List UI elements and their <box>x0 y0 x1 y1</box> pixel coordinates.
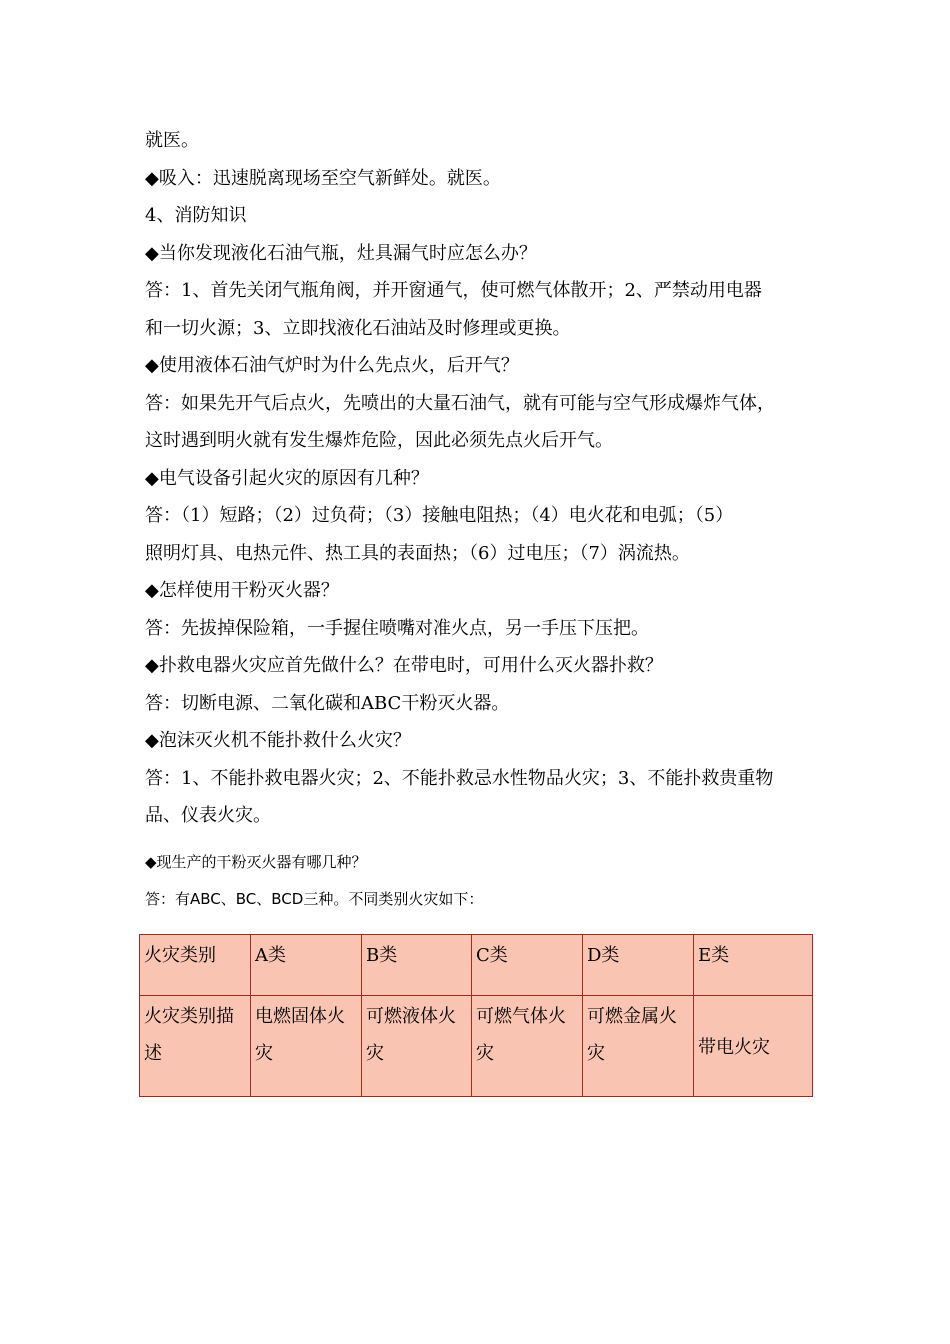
question-line: ◆现生产的干粉灭火器有哪几种？ <box>145 853 367 871</box>
table-cell: B类 <box>362 935 472 996</box>
body-text <box>145 122 817 835</box>
table-cell: 可燃金属火灾 <box>583 996 694 1097</box>
answer-line: 答：切断电源、二氧化碳和ABC干粉灭火器。 <box>145 692 510 714</box>
table-header-row <box>140 935 813 996</box>
table-cell: 带电火灾 <box>694 996 813 1097</box>
answer-line: 答：如果先开气后点火，先喷出的大量石油气，就有可能与空气形成爆炸气体， <box>145 392 775 414</box>
question-line: ◆泡沫灭火机不能扑救什么火灾？ <box>145 730 411 751</box>
question-line: ◆使用液体石油气炉时为什么先点火，后开气？ <box>145 355 519 376</box>
answer-line: 答：1、首先关闭气瓶角阀，并开窗通气，使可燃气体散开；2、严禁动用电器 <box>145 280 762 301</box>
question-line: ◆扑救电器火灾应首先做什么？在带电时，可用什么灭火器扑救？ <box>145 655 663 676</box>
question-line: ◆当你发现液化石油气瓶，灶具漏气时应怎么办？ <box>145 242 537 264</box>
text-line: 就医。 <box>145 130 199 151</box>
table-cell: 电燃固体火灾 <box>251 996 362 1097</box>
table-cell: D类 <box>583 935 694 996</box>
table-cell: 火灾类别描述 <box>140 996 251 1097</box>
text-line: ◆吸入：迅速脱离现场至空气新鲜处。就医。 <box>145 167 501 189</box>
table-cell: 火灾类别 <box>140 935 251 996</box>
extinguisher-types-text <box>145 844 817 918</box>
question-line: ◆电气设备引起火灾的原因有几种？ <box>145 467 429 489</box>
question-line: ◆怎样使用干粉灭火器？ <box>145 580 339 601</box>
answer-line: 答：有ABC、BC、BCD三种。不同类别火灾如下： <box>145 890 484 908</box>
answer-line: 和一切火源；3、立即找液化石油站及时修理或更换。 <box>145 317 571 339</box>
answer-line: 答：（1）短路；（2）过负荷；（3）接触电阻热；（4）电火花和电弧；（5） <box>145 505 734 526</box>
answer-line: 品、仪表火灾。 <box>145 805 271 826</box>
section-heading: 4、消防知识 <box>145 205 247 226</box>
fire-class-table <box>139 934 813 1097</box>
answer-line: 答：先拔掉保险箱，一手握住喷嘴对准火点，另一手压下压把。 <box>145 617 649 639</box>
table-cell: C类 <box>472 935 583 996</box>
table-cell: 可燃气体火灾 <box>472 996 583 1097</box>
answer-line: 答：1、不能扑救电器火灾；2、不能扑救忌水性物品火灾；3、不能扑救贵重物 <box>145 767 774 789</box>
table-cell: E类 <box>694 935 813 996</box>
table-cell: A类 <box>251 935 362 996</box>
table-row <box>140 996 813 1097</box>
answer-line: 这时遇到明火就有发生爆炸危险，因此必须先点火后开气。 <box>145 430 613 451</box>
answer-line: 照明灯具、电热元件、热工具的表面热；（6）过电压；（7）涡流热。 <box>145 542 690 564</box>
table-cell: 可燃液体火灾 <box>362 996 472 1097</box>
